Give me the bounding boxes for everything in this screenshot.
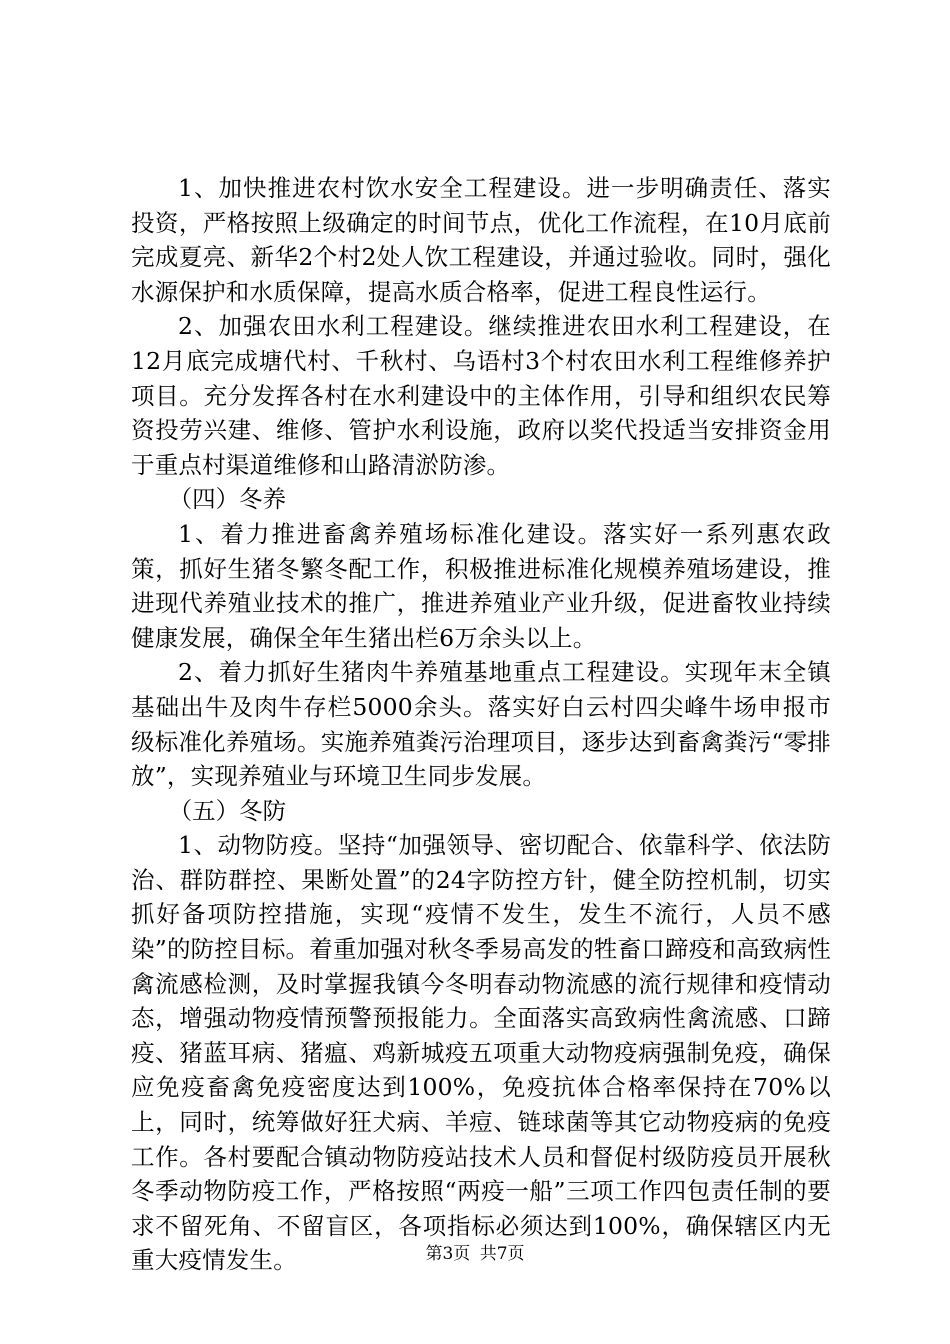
paragraph-rural-water: 1、加快推进农村饮水安全工程建设。进一步明确责任、落实投资，严格按照上级确定的时间节点，优化工作流程，在10月底前完成夏亮、新华2个村2处人饮工程建设，并通过验收。同时，强化水源保护和水质保障，提高水质合格率，促进工程良性运行。 (131, 174, 831, 306)
page-number-total: 共7页 (479, 1244, 525, 1264)
paragraph-livestock-standardization: 1、着力推进畜禽养殖场标准化建设。落实好一系列惠农政策，抓好生猪冬繁冬配工作，积极推进标准化规模养殖场建设，推进现代养殖业技术的推广，推进养殖业产业升级，促进畜牧业持续健康发展，确保全年生猪出栏6万余头以上。 (131, 519, 831, 652)
section-heading-winter-prevention: （五）冬防 (168, 796, 287, 825)
paragraph-animal-epidemic-prevention: 1、动物防疫。坚持“加强领导、密切配合、依靠科学、依法防治、群防群控、果断处置”的24字防控方针，健全防控机制，切实抓好备项防控措施，实现“疫情不发生，发生不流行，人员不感染”的防控目标。着重加强对秋冬季易高发的牲畜口蹄疫和高致病性禽流感检测，及时掌握我镇今冬明春动物流感的流行规律和疫情动态，增强动物疫情预警预报能力。全面落实高致病性禽流感、口蹄疫、猪蓝耳病、猪瘟、鸡新城疫五项重大动物疫病强制免疫，确保应免疫畜禽免疫密度达到100%，免疫抗体合格率保持在70%以上，同时，统筹做好狂犬病、羊痘、链球菌等其它动物疫病的免疫工作。各村要配合镇动物防疫站技术人员和督促村级防疫员开展秋冬季动物防疫工作，严格按照“两疫一船”三项工作四包责任制的要求不留死角、不留盲区，各项指标必须达到100%，确保辖区内无重大疫情发生。 (131, 831, 831, 1275)
paragraph-pig-cattle-base: 2、着力抓好生猪肉牛养殖基地重点工程建设。实现年末全镇基础出牛及肉牛存栏5000余头。落实好白云村四尖峰牛场申报市级标准化养殖场。实施养殖粪污治理项目，逐步达到畜禽粪污“零排放”，实现养殖业与环境卫生同步发展。 (131, 658, 831, 791)
document-body (131, 171, 831, 1278)
section-heading-winter-breeding: （四）冬养 (168, 485, 287, 514)
page-number-current: 第3页 (425, 1244, 471, 1264)
page-footer (0, 1244, 950, 1264)
paragraph-farmland-irrigation: 2、加强农田水利工程建设。继续推进农田水利工程建设，在12月底完成塘代村、千秋村、乌语村3个村农田水利工程维修养护项目。充分发挥各村在水利建设中的主体作用，引导和组织农民筹资投劳兴建、维修、管护水利设施，政府以奖代投适当安排资金用于重点村渠道维修和山路清淤防渗。 (131, 312, 831, 479)
